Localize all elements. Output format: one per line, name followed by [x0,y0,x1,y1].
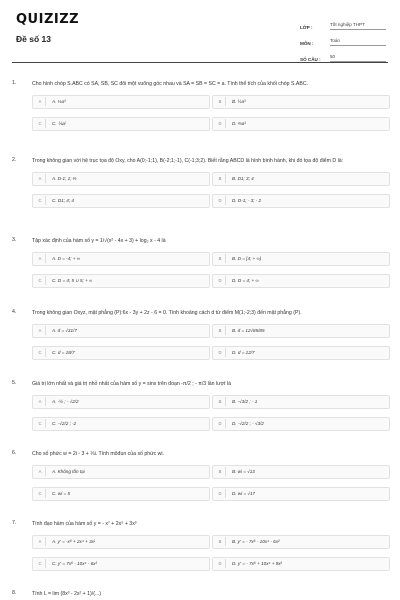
options [12,465,388,496]
option-text: A. y' = -x⁶ + 2x⁴ + 3x² [52,539,96,544]
option-letter: A [35,97,46,106]
option-a[interactable] [32,535,210,549]
option-text: B. d = 12√85/85 [232,328,265,333]
info-key: MÔN : [300,41,314,46]
option-a[interactable] [32,324,210,338]
question-number: 8. [12,590,17,596]
option-letter: A [35,174,46,183]
option-letter: A [35,467,46,476]
options [12,324,388,355]
question-7 [12,520,388,566]
option-letter: B [215,326,226,335]
option-letter: C [35,489,46,498]
question-text: Tính đạo hàm của hàm số y = - x⁷ + 2x⁵ + 3x³ [32,521,137,527]
question-4 [12,309,388,355]
option-text: B. -√3/2 ; - 1 [232,399,258,404]
question-number: 2. [12,157,17,163]
option-letter: D [215,119,226,128]
option-text: D. y' = - 7x⁶ + 10x⁴ + 9x² [232,561,283,566]
option-text: B. y' = - 7x⁶ - 10x⁴ - 6x² [232,539,280,544]
option-text: D. -√2/2 ; - √3/2 [232,421,264,426]
option-b[interactable] [212,95,390,109]
option-letter: C [35,419,46,428]
option-text: D. d = 12/7 [232,350,255,355]
option-letter: B [215,537,226,546]
option-text: A. -½ ; - √2/2 [52,399,79,404]
option-text: C. y' = 7x⁶ - 10x⁴ - 6x² [52,561,97,566]
question-text: Trong không gian Oxyz, mặt phẳng (P):6x - 3y + 2z - 6 = 0. Tính khoảng cách d từ điểm M(1;-2;3) đến mặt phẳng (P). [32,310,302,316]
option-letter: B [215,254,226,263]
option-text: D. D-1; - 3; - 2 [232,198,262,203]
option-text: C. D1; 4; 4 [52,198,74,203]
header-divider [12,62,388,63]
option-letter: C [35,196,46,205]
option-letter: D [215,559,226,568]
question-text: Tập xác định của hàm số y = 1/√(x² - 4x + 3) + log₂ x - 4 là [32,238,166,244]
option-text: B. D = [4; + ∞) [232,256,262,261]
option-letter: D [215,276,226,285]
question-number: 7. [12,520,17,526]
question-text: Cho hình chóp S.ABC có SA, SB, SC đôi một vuông góc nhau và SA = SB = SC = a. Tính thể tích của khối chóp S.ABC. [32,81,309,87]
option-letter: D [215,489,226,498]
option-text: C. wi = 5 [52,491,70,496]
option-b[interactable] [212,172,390,186]
option-text: A. D-1; 1; ⅔ [52,176,77,181]
question-number: 5. [12,380,17,386]
option-text: C. -√2/2 ; -2 [52,421,77,426]
option-c[interactable] [32,346,210,360]
option-d[interactable] [212,194,390,208]
question-number: 6. [12,450,17,456]
question-1 [12,80,388,126]
option-text: C. D = 4; 5 ∪ 5; + ∞ [52,277,93,283]
option-a[interactable] [32,465,210,479]
question-text: Cho số phức w = 2i - 3 + ⅓i. Tính môđun của số phức wi. [32,451,164,457]
option-b[interactable] [212,465,390,479]
option-letter: C [35,559,46,568]
option-text: C. d = 18/7 [52,350,75,355]
option-letter: D [215,348,226,357]
option-text: B. wi = √13 [232,469,255,474]
info-value: Toán [330,38,386,46]
option-text: A. ⅓a³ [52,99,66,104]
option-letter: B [215,97,226,106]
option-c[interactable] [32,194,210,208]
option-text: B. D1; 3; 4 [232,176,254,181]
option-c[interactable] [32,417,210,431]
option-letter: B [215,397,226,406]
question-8 [12,590,388,599]
question-number: 3. [12,237,17,243]
option-text: B. ½a³ [232,99,246,104]
option-text: D. wi = √17 [232,491,256,496]
options [12,395,388,426]
info-value: Tốt nghiệp THPT [330,22,386,30]
option-b[interactable] [212,395,390,409]
option-a[interactable] [32,252,210,266]
option-letter: D [215,196,226,205]
options [12,252,388,283]
info-key: LỚP : [300,25,313,30]
option-text: A. Không tồn tại [52,469,85,474]
options [12,95,388,126]
option-letter: A [35,326,46,335]
option-letter: D [215,419,226,428]
option-c[interactable] [32,274,210,288]
page-title: Đề số 13 [16,34,51,44]
option-c[interactable] [32,117,210,131]
options [12,535,388,566]
option-d[interactable] [212,346,390,360]
option-text: A. d = √31/7 [52,328,77,333]
option-letter: B [215,467,226,476]
option-d[interactable] [212,117,390,131]
option-d[interactable] [212,557,390,571]
info-value: 50 [330,54,386,62]
option-text: D. ⅔a³ [232,121,246,126]
option-letter: A [35,537,46,546]
info-key: SỐ CÂU : [300,57,321,62]
question-6 [12,450,388,496]
options [12,172,388,203]
info-row-class [300,14,386,30]
worksheet-info [300,14,386,62]
question-3 [12,237,388,283]
quizizz-logo: QUIZIZZ [16,12,80,27]
option-letter: A [35,397,46,406]
question-number: 4. [12,309,17,315]
option-b[interactable] [212,535,390,549]
option-d[interactable] [212,417,390,431]
question-text: Tính L = lim (8x³ - 2x² + 1)/(...) [32,591,101,597]
option-text: D. D = 4; + ∞ [232,278,259,283]
option-d[interactable] [212,274,390,288]
question-text: Giá trị lớn nhất và giá trị nhỏ nhất của hàm số y = sinx trên đoạn -π/2 ; - π/3 lần lượt là [32,381,231,387]
option-letter: C [35,276,46,285]
option-text: C. ⅙a³ [52,120,67,126]
option-letter: A [35,254,46,263]
option-a[interactable] [32,395,210,409]
option-a[interactable] [32,95,210,109]
info-row-count [300,46,386,62]
option-b[interactable] [212,324,390,338]
question-5 [12,380,388,426]
option-letter: C [35,348,46,357]
option-letter: C [35,119,46,128]
option-c[interactable] [32,487,210,501]
option-b[interactable] [212,252,390,266]
option-letter: B [215,174,226,183]
option-text: A. D = -4; + ∞ [52,256,81,261]
option-a[interactable] [32,172,210,186]
info-row-subject [300,30,386,46]
question-number: 1. [12,80,17,86]
option-c[interactable] [32,557,210,571]
question-2 [12,157,388,203]
question-text: Trong không gian với hệ trục tọa độ Oxy, cho A(0;-1;1), B(-2;1;-1), C(-1;3;2). Biết rằng ABCD là hình bình hành, khi đó tọa độ điểm D là: [32,158,344,164]
option-d[interactable] [212,487,390,501]
